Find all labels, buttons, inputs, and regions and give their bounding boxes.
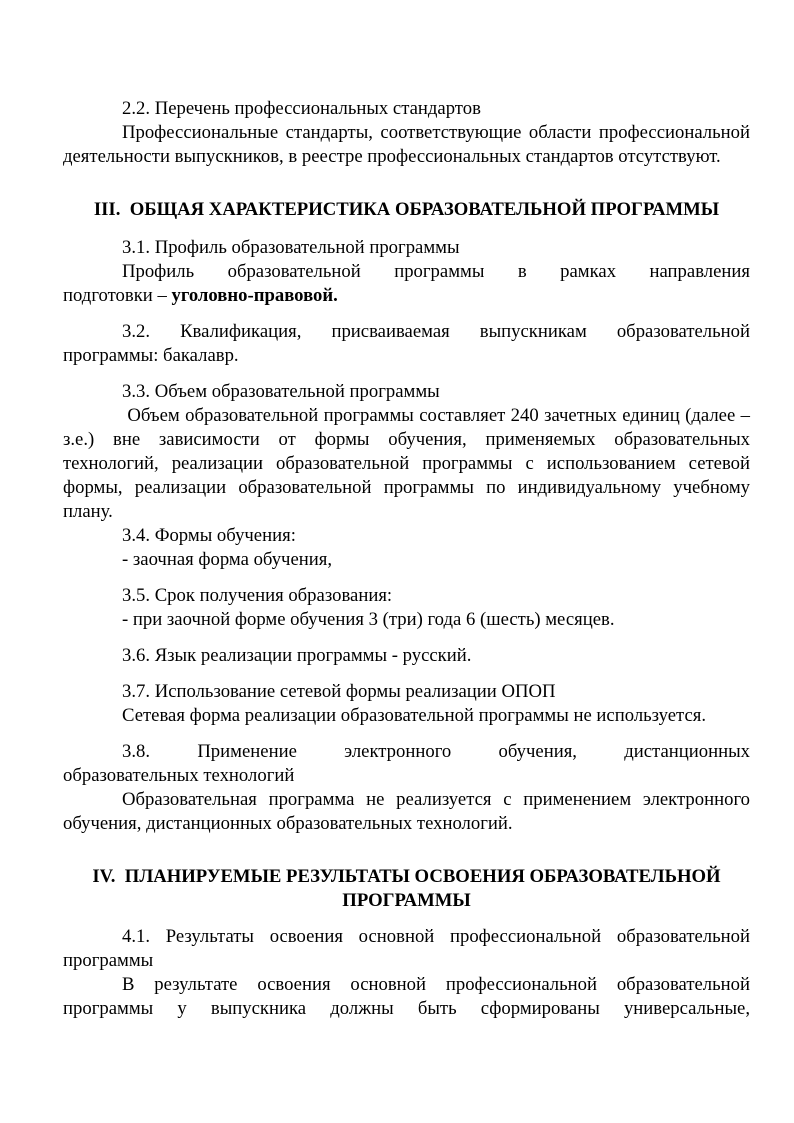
para-3-4-heading (63, 524, 750, 548)
text-line (63, 198, 750, 222)
text-run: программы: бакалавр. (63, 345, 239, 366)
text-line (63, 973, 750, 997)
text-run: В результате освоения основной профессиональной образовательной (122, 974, 750, 995)
text-run-bold: ПРОГРАММЫ (342, 890, 471, 911)
text-line (63, 644, 750, 668)
text-run: подготовки – (63, 285, 172, 306)
para-3-7-network-form (63, 704, 750, 728)
text-line (63, 788, 750, 812)
text-line (63, 145, 750, 169)
text-run: Образовательная программа не реализуется с применением электронного (122, 789, 750, 810)
para-3-1-heading (63, 236, 750, 260)
text-line (63, 260, 750, 284)
text-line (63, 524, 750, 548)
para-2-2-heading (63, 97, 750, 121)
para-3-8-elearning (63, 788, 750, 836)
text-line (63, 236, 750, 260)
para-4-1-results (63, 973, 750, 1021)
text-run: Профессиональные стандарты, соответствующие области профессиональной (122, 122, 750, 143)
text-run: з.е.) вне зависимости от формы обучения, применяемых образовательных (63, 429, 750, 450)
text-line (63, 380, 750, 404)
text-run: - заочная форма обучения, (122, 549, 333, 570)
text-line (63, 997, 750, 1021)
text-line (63, 865, 750, 889)
text-run: 3.2. Квалификация, присваиваемая выпускникам образовательной (122, 321, 750, 342)
text-run: 3.6. Язык реализации программы - русский. (122, 645, 472, 666)
text-run: 3.5. Срок получения образования: (122, 585, 393, 606)
text-run: технологий, реализации образовательной программы с использованием сетевой (63, 453, 750, 474)
text-run: 4.1. Результаты освоения основной профессиональной образовательной (122, 926, 750, 947)
para-3-7-heading (63, 680, 750, 704)
text-line (63, 284, 750, 308)
text-run: программы у выпускника должны быть сформированы универсальные, (63, 998, 750, 1019)
para-3-3-volume (63, 404, 750, 524)
text-run: 2.2. Перечень профессиональных стандартов (122, 98, 481, 119)
text-line (63, 812, 750, 836)
text-run: обучения, дистанционных образовательных технологий. (63, 813, 513, 834)
text-line (63, 404, 750, 428)
text-run: формы, реализации образовательной программы по индивидуальному учебному (63, 477, 750, 498)
text-line (63, 764, 750, 788)
text-line (63, 584, 750, 608)
para-4-1-heading (63, 925, 750, 973)
heading-section-iii (63, 198, 750, 222)
para-3-4-zaochnaya (63, 548, 750, 572)
text-line (63, 608, 750, 632)
text-line (63, 428, 750, 452)
text-line (63, 889, 750, 913)
text-run: Объем образовательной программы составляет 240 зачетных единиц (далее – (122, 405, 750, 426)
text-line (63, 344, 750, 368)
text-run-bold: уголовно-правовой. (171, 285, 338, 306)
text-line (63, 548, 750, 572)
para-3-3-heading (63, 380, 750, 404)
text-run-bold: IV. ПЛАНИРУЕМЫЕ РЕЗУЛЬТАТЫ ОСВОЕНИЯ ОБРАЗОВАТЕЛЬНОЙ (92, 866, 721, 887)
text-run: 3.3. Объем образовательной программы (122, 381, 440, 402)
text-line (63, 121, 750, 145)
text-run: - при заочной форме обучения 3 (три) года 6 (шесть) месяцев. (122, 609, 615, 630)
para-3-6-language (63, 644, 750, 668)
text-line (63, 925, 750, 949)
text-run: Профиль образовательной программы в рамках направления (122, 261, 750, 282)
text-run: 3.1. Профиль образовательной программы (122, 237, 460, 258)
para-3-8-heading (63, 740, 750, 788)
text-line (63, 704, 750, 728)
para-3-5-heading (63, 584, 750, 608)
text-line (63, 320, 750, 344)
text-run: Сетевая форма реализации образовательной программы не используется. (122, 705, 707, 726)
text-run: плану. (63, 501, 113, 522)
text-run-bold: III. ОБЩАЯ ХАРАКТЕРИСТИКА ОБРАЗОВАТЕЛЬНОЙ ПРОГРАММЫ (93, 199, 720, 220)
text-run: образовательных технологий (63, 765, 295, 786)
text-run: 3.8. Применение электронного обучения, дистанционных (122, 741, 750, 762)
text-run: 3.4. Формы обучения: (122, 525, 296, 546)
text-line (63, 97, 750, 121)
para-3-5-term (63, 608, 750, 632)
text-line (63, 740, 750, 764)
text-run: деятельности выпускников, в реестре профессиональных стандартов отсутствуют. (63, 146, 721, 167)
text-line (63, 476, 750, 500)
text-line (63, 452, 750, 476)
para-prof-standards-absent (63, 121, 750, 169)
heading-section-iv (63, 865, 750, 913)
text-run: 3.7. Использование сетевой формы реализации ОПОП (122, 681, 556, 702)
text-line (63, 500, 750, 524)
text-line (63, 680, 750, 704)
text-line (63, 949, 750, 973)
text-run: программы (63, 950, 154, 971)
para-3-1-profile (63, 260, 750, 308)
para-3-2-qualification (63, 320, 750, 368)
